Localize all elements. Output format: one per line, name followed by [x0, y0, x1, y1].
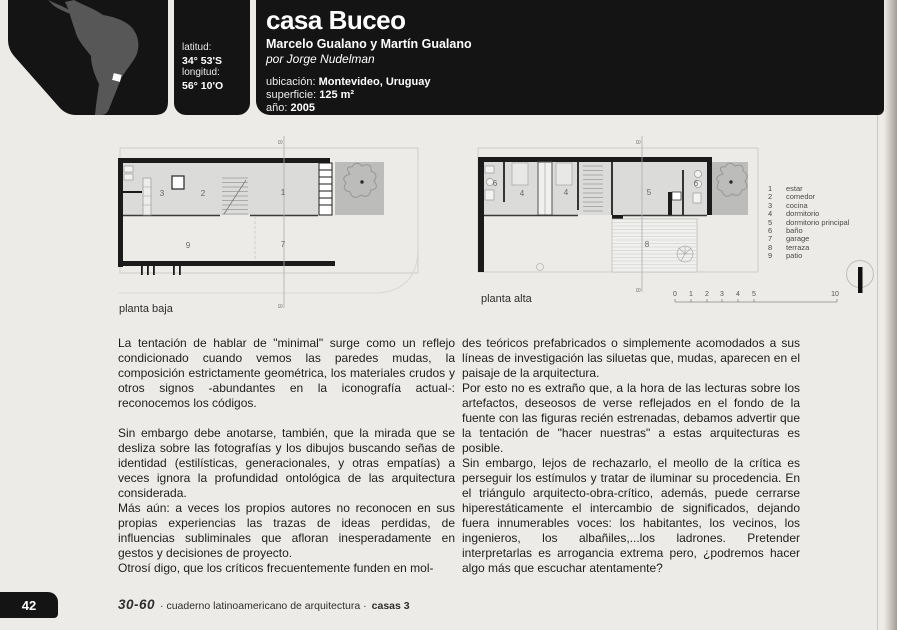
scale-tick-label: 2	[705, 291, 709, 298]
paragraph: Otrosí digo, que los críticos frecuentemente funden en mol-	[118, 561, 434, 575]
room-number: 2	[200, 189, 206, 198]
room-number: 7	[280, 240, 286, 249]
legend-number: 9	[768, 251, 773, 261]
header-title-panel	[256, 0, 884, 115]
scale-tick-label: 4	[736, 291, 740, 298]
meta-label: superficie:	[266, 89, 317, 101]
latitude-value: 34° 53'S	[182, 54, 222, 67]
legend-label: dormitorio principal	[786, 217, 850, 227]
section-marker: B	[276, 140, 283, 145]
credit-text: · cuaderno latinoamericano de arquitectura ·	[160, 600, 367, 612]
meta-row-ano	[266, 102, 884, 115]
latitude-label: latitud:	[182, 42, 212, 53]
legend-label: garage	[786, 234, 810, 244]
meta-label: ubicación:	[266, 76, 316, 88]
tree-patio	[712, 162, 748, 215]
paragraph: des teóricos prefabricados o simplemente acomodados a sus líneas de investigación las siluetas que, mudas, aparecen en el paisaje de la arquitectura.	[462, 336, 800, 380]
article-right-column	[462, 336, 800, 576]
legend-item	[768, 252, 849, 260]
legend-label: patio	[786, 251, 803, 261]
longitude-value: 56° 10'O	[182, 79, 224, 92]
page-edge-shadow	[884, 0, 897, 630]
room-number: 5	[646, 188, 652, 197]
section-marker: B	[634, 140, 641, 145]
legend-number: 4	[768, 209, 773, 219]
scale-tick-label: 5	[752, 291, 756, 298]
brand-logo: 30-60	[118, 597, 156, 612]
room-number: 1	[280, 188, 286, 197]
room-number: 3	[159, 189, 165, 198]
paragraph: Por esto no es extraño que, a la hora de las lecturas sobre los artefactos, deseosos de verse reflejados en el fondo de la fuente con las figuras recién estrenadas, debamos advertir que la tentación de "hacer nuestras" a estas arquitecturas es posible.	[462, 381, 800, 455]
scale-tick-label: 1	[689, 291, 693, 298]
legend-number: 3	[768, 200, 773, 210]
legend-label: dormitorio	[786, 209, 820, 219]
meta-row-ubicacion	[266, 76, 884, 89]
scale-tick-label: 0	[673, 291, 677, 298]
scale-bar	[673, 291, 839, 302]
page-title: casa Buceo	[266, 5, 406, 35]
header-coordinates-panel	[174, 0, 250, 115]
floor-plan-planta-baja	[100, 130, 440, 318]
article-left-column	[118, 336, 455, 576]
terrace-deck	[612, 219, 697, 272]
page-fold-line	[877, 115, 878, 630]
room-number: 6	[492, 179, 498, 188]
page-number: 42	[21, 597, 37, 613]
plan-caption: planta baja	[119, 303, 173, 315]
meta-row-superficie	[266, 89, 884, 102]
paragraph: Más aún: a veces los propios autores no reconocen en sus propias experiencias las trazas de ideas perdidas, de influencias subliminales que afloran inesperadamente en gestos y decisiones de proyecto.	[118, 501, 455, 560]
legend-label: comedor	[786, 192, 816, 202]
legend-number: 1	[768, 184, 773, 193]
section-marker: B	[634, 288, 641, 293]
south-america-map-icon	[8, 0, 168, 115]
section-marker: B	[276, 304, 283, 309]
room-number: 4	[519, 189, 525, 198]
plan-caption: planta alta	[481, 293, 532, 305]
header-map-panel	[8, 0, 168, 115]
longitude-label: longitud:	[182, 67, 220, 78]
project-meta	[266, 76, 884, 115]
legend-number: 8	[768, 242, 773, 252]
patio-mark	[537, 264, 544, 271]
legend-number: 7	[768, 234, 773, 244]
legend-label: estar	[786, 184, 803, 193]
scale-tick-label: 3	[720, 291, 724, 298]
paragraph: Sin embargo debe anotarse, también, que la mirada que se desliza sobre las fotografías y los dibujos buscando señas de identidad (estilísticas, generacionales, y otras empatías) a veces ignora la profundidad ontológica de las arquitectura considerada.	[118, 426, 455, 500]
tree-patio	[335, 162, 384, 215]
plan-legend	[768, 185, 849, 261]
hatched-wall	[319, 163, 332, 215]
legend-label: terraza	[786, 242, 810, 252]
closet	[172, 176, 184, 189]
paragraph: Sin embargo, lejos de rechazarlo, el meollo de la crítica es perseguir los estímulos y tratar de iluminar su procedencia. En el triángulo arquitecto-obra-crítico, además, puede cerrarse hiperestáticamente el intercambio de significados, dejando fuera innumerables voces: los habitantes, los vecinos, los ingenieros, los albañiles,...los ladrones. Pretender interpretarlas es arrogancia extrema pero, ¿podremos hacer algo más que escuchar atentamente?	[462, 456, 800, 575]
kitchen-counter	[143, 178, 151, 215]
issue-label: casas 3	[371, 600, 410, 612]
footer-page-tab	[0, 592, 58, 618]
fence-posts	[141, 266, 181, 275]
legend-number: 2	[768, 192, 773, 202]
meta-value: 125 m²	[319, 89, 355, 101]
room-number: 6	[693, 179, 699, 188]
room-band	[123, 163, 318, 215]
legend-label: cocina	[786, 200, 808, 210]
room-number: 8	[644, 240, 650, 249]
meta-value: 2005	[290, 102, 315, 114]
meta-value: Montevideo, Uruguay	[318, 76, 431, 88]
paragraph: La tentación de hablar de "minimal" surge como un reflejo condicionado cuando vemos las paredes mudas, la composición estrictamente geométrica, los materiales crudos y otros signos -abundantes en la iconografía actual-: reconocemos los códigos.	[118, 336, 455, 410]
footer-credit	[118, 597, 410, 612]
byline: por Jorge Nudelman	[266, 52, 375, 66]
legend-label: baño	[786, 226, 803, 236]
legend-item	[768, 244, 849, 252]
legend-item	[768, 219, 849, 227]
legend-item	[768, 193, 849, 201]
north-indicator-icon	[847, 261, 874, 294]
legend-number: 5	[768, 217, 773, 227]
authors: Marcelo Gualano y Martín Gualano	[266, 37, 472, 51]
scale-end-label: 10	[831, 291, 839, 298]
room-number: 9	[185, 241, 191, 250]
meta-label: año:	[266, 102, 288, 114]
room-number: 4	[563, 188, 569, 197]
legend-number: 6	[768, 226, 773, 236]
